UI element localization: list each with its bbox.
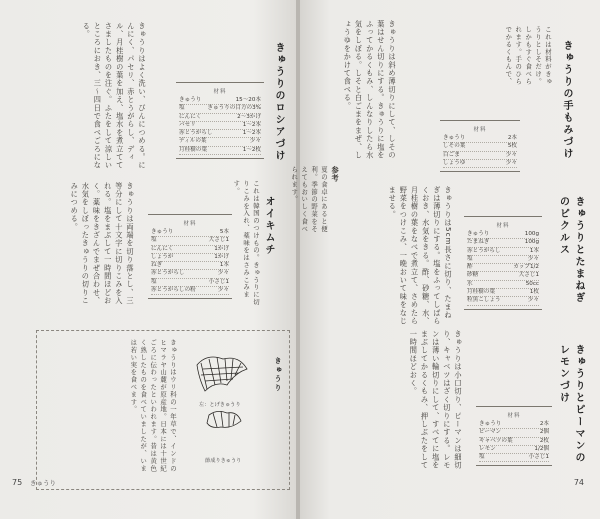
left-page — [0, 0, 298, 519]
ingredient-row: 塩 少々 — [467, 256, 539, 264]
ingredient-row: たまねぎ 100g — [467, 239, 539, 247]
ingredient-row: キャベツの葉 2枚 — [479, 438, 549, 446]
ingredient-row: 月桂樹の葉 1～2枚 — [179, 147, 261, 155]
ingredient-row: しょうが 1かけ — [151, 254, 229, 262]
recipe-steps-pickles: きゅうりは5cm長さに切り、たまねぎは薄切りにする。塩をふってしばらくおき、水気をきる。酢、砂糖、水、月桂樹の葉をなべで煮立て、さめたら野菜をつけこみ、一晩おいて味をなじませる。 — [388, 186, 453, 326]
ingredient-row: 水 50cc — [467, 281, 539, 289]
ingredient-row: 月桂樹の葉 1枚 — [467, 289, 539, 297]
ingredient-row: 塩 きゅうりの目方の3% — [179, 105, 261, 113]
page-number-left: 75 — [12, 478, 23, 487]
ingredient-row: 赤とうがらしの粉 少々 — [151, 287, 229, 295]
ingredient-row: 酢 カップ1/2 — [467, 264, 539, 272]
ingredient-row: ねぎ 1本 — [151, 262, 229, 270]
ingredients-table-russia — [176, 82, 264, 159]
column-box — [36, 330, 290, 490]
right-page — [290, 0, 600, 519]
recipe-title-temomi: きゅうりの手もみづけ — [561, 40, 572, 160]
recipe-steps-temomi: きゅうりは斜め薄切りにして、しその葉はせん切りにする。きゅうりに塩をふってかるくもみ、しんなりしたら水気をしぼる。しそと白ごまをまぜ、しょうゆをかけて食べる。 — [343, 20, 397, 160]
recipe-steps-russia: きゅうりはよく洗い、びんにつめる。にんにく、パセリ、赤とうがらし、ディル、月桂樹の葉を加え、塩水を煮立ててさましたものを注ぐ。ふたをして涼しいところにおき、三～四日で食べごろになる。 — [82, 22, 147, 170]
recipe-title-oikimchi: オイキムチ — [263, 196, 274, 256]
ingredient-row: レモン 1/2個 — [479, 446, 549, 454]
ingredients-table-lemon — [476, 406, 552, 466]
ingredient-row: パセリ 1～2本 — [179, 122, 261, 130]
recipe-intro-oikimchi: これは韓国のつけもの。きゅうりに切りこみを入れ、薬味をはさみこみます。 — [232, 180, 260, 306]
ingredient-row: 塩 小さじ1 — [151, 279, 229, 287]
recipe-note-label-temomi: 参考 — [331, 166, 341, 183]
ingredients-caption: 材料 — [213, 89, 227, 95]
ingredient-row: にんにく 1かけ — [151, 246, 229, 254]
page-number-right: 74 — [573, 478, 584, 487]
ingredient-row: 赤とうがらし 1～2本 — [179, 130, 261, 138]
recipe-steps-oikimchi: きゅうりは両端を切り落とし、三等分にして十文字に切りこみを入れる。塩をまぶして一時間ほどおく。薬味をきざんでまぜ合わせ、水気をしぼったきゅうりの切りこみにつめる。 — [70, 182, 135, 305]
recipe-title-russia: きゅうりのロシアづけ — [273, 42, 284, 162]
ingredients-table-oikimchi — [148, 214, 232, 299]
ingredient-row: 塩 大さじ1 — [151, 237, 229, 245]
ingredients-table-temomi — [440, 120, 520, 172]
ingredient-row: しょうゆ 少々 — [443, 160, 517, 168]
column-title: きゅうり — [274, 357, 282, 393]
ingredients-caption: 材料 — [183, 221, 197, 227]
ingredient-row: 赤とうがらし 少々 — [151, 270, 229, 278]
ingredient-row: にんにく 2～3かけ — [179, 114, 261, 122]
column-text: きゅうりはウリ科の一年草で、インドのヒマラヤ山麓が原産地。日本には十世紀ごろに伝わったといわれます。昔は黄色く熟したものを食べていましたが、いまは若い実を食べます。 — [129, 339, 177, 473]
ingredient-row: ディルの葉 少々 — [179, 138, 261, 146]
ingredient-row: きゅうり 2本 — [479, 421, 549, 429]
ingredient-row: きゅうり 15～20本 — [179, 97, 261, 105]
ingredient-row: しその葉 5枚 — [443, 143, 517, 151]
ingredient-row: 粒黒こしょう 少々 — [467, 297, 539, 305]
ingredients-table-pickles — [464, 216, 542, 310]
ingredients-caption: 材料 — [473, 127, 487, 133]
illustration-caption-1: 左：とげきゅうり — [199, 402, 241, 408]
recipe-intro-temomi: これは材料がきゅうりとしそだけ。しかもすぐ食べられます。手のひらでかるくもんで、 — [504, 26, 552, 86]
cucumber-illustration — [187, 345, 257, 455]
ingredient-row: きゅうり 5本 — [151, 229, 229, 237]
recipe-title-lemon: きゅうりとピーマンのレモンづけ — [557, 344, 584, 464]
recipe-title-pickles: きゅうりとたまねぎのピクルス — [557, 196, 584, 304]
illustration-caption-2: 節成りきゅうり — [205, 458, 242, 464]
ingredient-row: きゅうり 100g — [467, 231, 539, 239]
recipe-steps-lemon: きゅうりは小口切り、ピーマンは細切り、キャベツはざく切りにする。レモンは薄い輪切りにして、すべてに塩をまぶしてかるくもみ、押しぶたをして一時間ほどおく。 — [409, 330, 463, 470]
ingredient-row: 白ごま 少々 — [443, 152, 517, 160]
ingredients-caption: 材料 — [507, 413, 521, 419]
ingredients-caption: 材料 — [496, 223, 510, 229]
running-head: きゅうり — [30, 479, 56, 487]
ingredient-row: 塩 小さじ1 — [479, 454, 549, 462]
ingredient-row: 赤とうがらし 1本 — [467, 248, 539, 256]
ingredient-row: 砂糖 大さじ1 — [467, 272, 539, 280]
ingredient-row: ピーマン 2個 — [479, 429, 549, 437]
ingredient-row: きゅうり 2本 — [443, 135, 517, 143]
recipe-note-temomi: 夏の食卓にあると便利。季節の野菜をそえてもおいしく食べられます。 — [290, 166, 328, 233]
